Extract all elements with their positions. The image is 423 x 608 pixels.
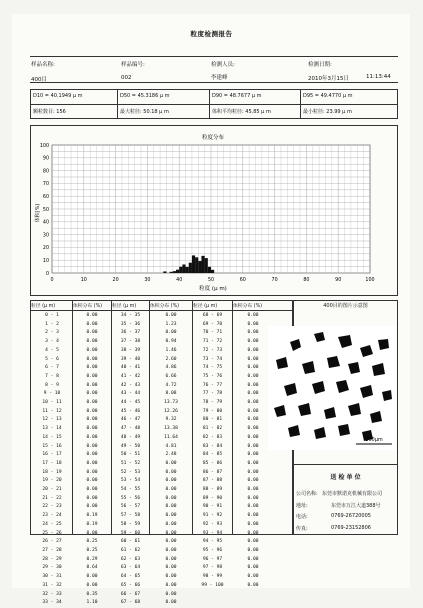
table-cell: 0.00 bbox=[247, 356, 259, 362]
table-cell: 5 - 6 bbox=[45, 356, 59, 362]
table-cell: 62 - 63 bbox=[120, 556, 141, 562]
table-cell: 52 - 53 bbox=[120, 469, 141, 475]
header-volume-1: 体积分布 (%) bbox=[73, 304, 103, 309]
table-cell: 0.00 bbox=[86, 330, 98, 336]
histogram-bar bbox=[201, 256, 204, 273]
table-cell: 0.00 bbox=[86, 426, 98, 432]
size-column-2 bbox=[112, 312, 149, 608]
table-cell: 0.00 bbox=[247, 582, 259, 588]
table-cell: 68 - 69 bbox=[202, 313, 223, 318]
stat-max: 最大粒径: 50.18 μ m bbox=[120, 109, 169, 115]
table-cell: 95 - 96 bbox=[202, 547, 223, 553]
table-cell: 38 - 39 bbox=[120, 347, 141, 353]
x-tick-label: 60 bbox=[239, 278, 246, 283]
table-cell: 0.00 bbox=[247, 382, 259, 388]
histogram-bar bbox=[198, 261, 201, 273]
table-cell: 2.60 bbox=[165, 356, 177, 362]
table-cell: 87 - 88 bbox=[202, 478, 223, 484]
particle-size-chart bbox=[30, 125, 398, 296]
table-cell: 0.00 bbox=[247, 530, 259, 536]
table-cell: 21 - 22 bbox=[42, 495, 62, 501]
table-cell: 0.00 bbox=[247, 556, 259, 562]
table-cell: 34 - 35 bbox=[120, 313, 141, 318]
stat-mean: 体积平均粒径: 45.85 μ m bbox=[212, 109, 271, 115]
table-cell: 0.00 bbox=[165, 565, 177, 571]
y-tick-labels bbox=[40, 143, 49, 277]
table-cell: 0.00 bbox=[165, 330, 177, 336]
time-value: 11:13:44 bbox=[366, 74, 391, 80]
table-cell: 47 - 48 bbox=[120, 426, 141, 432]
y-tick-label: 80 bbox=[42, 169, 49, 175]
header-volume-2: 体积分布 (%) bbox=[150, 304, 180, 309]
table-cell: 26 - 27 bbox=[42, 539, 62, 545]
x-tick-labels bbox=[50, 277, 374, 283]
table-cell: 0.00 bbox=[86, 434, 98, 440]
table-cell: 24 - 25 bbox=[42, 521, 62, 527]
table-cell: 0.00 bbox=[86, 391, 98, 397]
table-cell: 44 - 45 bbox=[120, 400, 141, 406]
table-cell: 0.00 bbox=[86, 443, 98, 449]
table-cell: 7 - 8 bbox=[45, 373, 59, 379]
table-cell: 23 - 24 bbox=[42, 513, 62, 519]
table-cell: 20 - 21 bbox=[42, 487, 62, 493]
image-panel-title: 400目的图片示意图 bbox=[323, 303, 368, 309]
table-cell: 37 - 38 bbox=[120, 339, 141, 345]
company-name-label: 公司名称: bbox=[296, 491, 318, 497]
table-cell: 60 - 61 bbox=[120, 539, 141, 545]
histogram-bar bbox=[195, 257, 198, 273]
stat-d90: D90 = 48.7677 μ m bbox=[212, 93, 262, 99]
table-cell: 0.00 bbox=[86, 408, 98, 414]
histogram-bar bbox=[208, 267, 211, 273]
table-cell: 0.00 bbox=[86, 400, 98, 406]
table-cell: 84 - 85 bbox=[202, 452, 223, 458]
table-cell: 2 - 3 bbox=[45, 330, 59, 336]
table-cell: 0.00 bbox=[165, 504, 177, 510]
phone-value: 0769-26720005 bbox=[331, 513, 371, 519]
y-tick-label: 40 bbox=[42, 220, 49, 226]
table-cell: 67 - 68 bbox=[120, 600, 141, 606]
table-cell: 0.00 bbox=[86, 313, 98, 318]
table-cell: 90 - 91 bbox=[202, 504, 223, 510]
table-cell: 61 - 62 bbox=[120, 547, 141, 553]
table-cell: 0.00 bbox=[247, 504, 259, 510]
divider bbox=[30, 56, 398, 57]
table-cell: 31 - 32 bbox=[42, 582, 62, 588]
table-cell: 13.73 bbox=[164, 400, 178, 406]
table-cell: 0.00 bbox=[165, 539, 177, 545]
table-cell: 0.00 bbox=[86, 460, 98, 466]
table-cell: 0.00 bbox=[86, 365, 98, 371]
table-cell: 65 - 66 bbox=[120, 582, 141, 588]
scale-label: 100μm bbox=[365, 437, 383, 443]
x-tick-label: 70 bbox=[271, 278, 278, 283]
table-cell: 13.38 bbox=[164, 426, 178, 432]
y-tick-label: 20 bbox=[42, 246, 49, 252]
table-cell: 98 - 99 bbox=[202, 574, 223, 580]
volume-column-2 bbox=[150, 312, 192, 608]
table-cell: 0.00 bbox=[86, 382, 98, 388]
table-cell: 75 - 76 bbox=[202, 373, 223, 379]
table-cell: 0.00 bbox=[86, 574, 98, 580]
x-tick-label: 40 bbox=[176, 278, 183, 283]
histogram-bar bbox=[186, 267, 189, 273]
table-cell: 32 - 33 bbox=[42, 591, 62, 597]
table-cell: 0.00 bbox=[86, 469, 98, 475]
company-name: 东莞市默诺克机械有限公司 bbox=[322, 491, 383, 497]
table-cell: 8.08 bbox=[165, 391, 177, 397]
volume-column-1 bbox=[73, 312, 111, 608]
table-cell: 0.00 bbox=[165, 574, 177, 580]
table-cell: 0.00 bbox=[247, 313, 259, 318]
table-cell: 22 - 23 bbox=[42, 504, 62, 510]
x-tick-label: 0 bbox=[50, 278, 54, 283]
table-cell: 19 - 20 bbox=[42, 478, 62, 484]
table-cell: 0.00 bbox=[165, 460, 177, 466]
sample-name-value: 400目 bbox=[31, 77, 47, 83]
table-cell: 0.00 bbox=[247, 391, 259, 397]
table-cell: 0.00 bbox=[247, 513, 259, 519]
table-cell: 0.00 bbox=[247, 487, 259, 493]
x-tick-label: 80 bbox=[303, 278, 310, 283]
table-cell: 4 - 5 bbox=[45, 347, 59, 353]
x-tick-label: 100 bbox=[365, 278, 375, 283]
company-section-title: 送 检 单 位 bbox=[330, 474, 361, 481]
table-cell: 0.00 bbox=[86, 339, 98, 345]
table-cell: 66 - 67 bbox=[120, 591, 141, 597]
table-cell: 0.00 bbox=[86, 504, 98, 510]
histogram-bar bbox=[182, 264, 185, 273]
date-label: 检测日期: bbox=[308, 62, 332, 68]
histogram-bar bbox=[179, 267, 182, 273]
table-cell: 6.66 bbox=[165, 373, 177, 379]
table-cell: 9.32 bbox=[165, 417, 177, 423]
table-cell: 27 - 28 bbox=[42, 547, 62, 553]
chart-grid bbox=[52, 145, 370, 273]
stat-d10: D10 = 40.1949 μ m bbox=[33, 93, 83, 99]
table-header-divider bbox=[30, 310, 293, 311]
histogram-bar bbox=[189, 263, 192, 273]
table-cell: 0.00 bbox=[165, 556, 177, 562]
table-cell: 0.00 bbox=[165, 513, 177, 519]
table-cell: 57 - 58 bbox=[120, 513, 141, 519]
table-cell: 0 - 1 bbox=[45, 313, 59, 318]
table-cell: 42 - 43 bbox=[120, 382, 141, 388]
table-cell: 16 - 17 bbox=[42, 452, 62, 458]
table-cell: 17 - 18 bbox=[42, 460, 62, 466]
fax-label: 传真: bbox=[296, 526, 308, 532]
table-cell: 77 - 78 bbox=[202, 391, 223, 397]
table-cell: 0.19 bbox=[86, 521, 98, 527]
table-cell: 0.00 bbox=[86, 321, 98, 327]
x-tick-label: 20 bbox=[112, 278, 119, 283]
table-cell: 92 - 93 bbox=[202, 521, 223, 527]
table-cell: 9 - 10 bbox=[43, 391, 61, 397]
table-cell: 93 - 94 bbox=[202, 530, 223, 536]
table-cell: 48 - 49 bbox=[120, 434, 141, 440]
table-cell: 28 - 29 bbox=[42, 556, 62, 562]
table-cell: 0.00 bbox=[86, 530, 98, 536]
table-cell: 4.86 bbox=[165, 365, 177, 371]
table-cell: 0.00 bbox=[247, 373, 259, 379]
y-tick-label: 100 bbox=[39, 143, 49, 149]
histogram-bar bbox=[176, 270, 179, 273]
table-cell: 0.00 bbox=[165, 487, 177, 493]
histogram-bar bbox=[170, 272, 173, 273]
table-cell: 0.00 bbox=[247, 426, 259, 432]
table-cell: 64 - 65 bbox=[120, 574, 141, 580]
histogram-bar bbox=[211, 270, 214, 273]
table-cell: 94 - 95 bbox=[202, 539, 223, 545]
table-cell: 0.00 bbox=[86, 356, 98, 362]
stats-row-divider bbox=[30, 104, 398, 105]
histogram-bar bbox=[192, 255, 195, 273]
table-cell: 40 - 41 bbox=[120, 365, 141, 371]
x-tick-label: 30 bbox=[144, 278, 151, 283]
table-cell: 82 - 83 bbox=[202, 434, 223, 440]
x-tick-label: 90 bbox=[335, 278, 342, 283]
histogram-bar bbox=[173, 271, 176, 273]
table-cell: 0.00 bbox=[165, 600, 177, 606]
table-cell: 0.00 bbox=[165, 469, 177, 475]
table-cell: 8 - 9 bbox=[45, 382, 59, 388]
table-cell: 0.00 bbox=[86, 417, 98, 423]
table-cell: 0.00 bbox=[247, 565, 259, 571]
header-size-2: 粒径 (μ m) bbox=[112, 304, 137, 309]
table-cell: 0.00 bbox=[86, 582, 98, 588]
table-cell: 73 - 74 bbox=[202, 356, 223, 362]
table-cell: 0.00 bbox=[165, 530, 177, 536]
y-tick-label: 30 bbox=[42, 233, 49, 239]
table-cell: 11.64 bbox=[164, 434, 178, 440]
table-cell: 0.00 bbox=[247, 478, 259, 484]
table-cell: 79 - 80 bbox=[202, 408, 223, 414]
table-cell: 0.00 bbox=[247, 547, 259, 553]
table-cell: 6 - 7 bbox=[45, 365, 59, 371]
header-volume-3: 体积分布 (%) bbox=[233, 304, 263, 309]
tester-label: 检测人员: bbox=[211, 62, 235, 68]
table-cell: 0.35 bbox=[86, 591, 98, 597]
table-cell: 76 - 77 bbox=[202, 382, 223, 388]
table-cell: 0.25 bbox=[86, 539, 98, 545]
y-tick-label: 0 bbox=[45, 271, 49, 277]
stat-d50: D50 = 45.3186 μ m bbox=[120, 93, 170, 99]
table-cell: 80 - 81 bbox=[202, 417, 223, 423]
table-cell: 69 - 70 bbox=[202, 321, 223, 327]
table-cell: 30 - 31 bbox=[42, 574, 62, 580]
table-cell: 15 - 16 bbox=[42, 443, 62, 449]
table-cell: 0.00 bbox=[247, 469, 259, 475]
table-cell: 0.00 bbox=[86, 373, 98, 379]
size-column-1 bbox=[33, 312, 71, 608]
table-cell: 78 - 79 bbox=[202, 400, 223, 406]
table-cell: 2.48 bbox=[165, 452, 177, 458]
table-cell: 43 - 44 bbox=[120, 391, 141, 397]
stat-d95: D95 = 49.4770 μ m bbox=[303, 93, 353, 99]
table-cell: 1.10 bbox=[86, 600, 98, 606]
y-tick-label: 60 bbox=[42, 195, 49, 200]
table-cell: 0.00 bbox=[247, 400, 259, 406]
table-cell: 0.00 bbox=[165, 547, 177, 553]
table-cell: 0.00 bbox=[247, 452, 259, 458]
table-cell: 63 - 64 bbox=[120, 565, 141, 571]
table-cell: 29 - 30 bbox=[42, 565, 62, 571]
stat-count: 颗粒数目: 156 bbox=[33, 109, 66, 115]
table-cell: 91 - 92 bbox=[202, 513, 223, 519]
table-cell: 83 - 84 bbox=[202, 443, 223, 449]
sample-no-label: 样品编号: bbox=[121, 62, 145, 68]
table-cell: 18 - 19 bbox=[42, 469, 62, 475]
table-cell: 0.00 bbox=[247, 434, 259, 440]
stats-col-divider bbox=[300, 89, 301, 119]
table-cell: 0.00 bbox=[86, 452, 98, 458]
table-cell: 71 - 72 bbox=[202, 339, 223, 345]
y-tick-label: 50 bbox=[42, 207, 49, 213]
table-cell: 33 - 34 bbox=[42, 600, 62, 606]
table-cell: 0.00 bbox=[247, 574, 259, 580]
table-cell: 51 - 52 bbox=[120, 460, 141, 466]
divider bbox=[30, 82, 398, 83]
sample-name-label: 样品名称: bbox=[31, 62, 55, 68]
table-cell: 0.00 bbox=[247, 321, 259, 327]
table-cell: 1.23 bbox=[165, 321, 177, 327]
report-title: 粒度检测报告 bbox=[190, 30, 233, 38]
table-cell: 0.00 bbox=[86, 487, 98, 493]
header-size-3: 粒径 (μ m) bbox=[193, 304, 218, 309]
stats-col-divider bbox=[117, 89, 118, 119]
header-size-1: 粒径 (μ m) bbox=[31, 304, 56, 309]
table-cell: 0.00 bbox=[247, 539, 259, 545]
table-cell: 0.94 bbox=[165, 339, 177, 345]
chart-title: 粒度分布 bbox=[201, 135, 225, 141]
table-cell: 0.00 bbox=[247, 443, 259, 449]
table-cell: 53 - 54 bbox=[120, 478, 141, 484]
table-cell: 86 - 87 bbox=[202, 469, 223, 475]
table-cell: 72 - 73 bbox=[202, 347, 223, 353]
table-cell: 54 - 55 bbox=[120, 487, 141, 493]
phone-label: 电话: bbox=[296, 514, 308, 520]
table-cell: 0.00 bbox=[247, 521, 259, 527]
table-cell: 35 - 36 bbox=[120, 321, 141, 327]
size-column-3 bbox=[193, 312, 232, 591]
address-label: 地址: bbox=[296, 503, 308, 509]
table-cell: 36 - 37 bbox=[120, 330, 141, 336]
volume-column-3 bbox=[233, 312, 273, 591]
table-cell: 74 - 75 bbox=[202, 365, 223, 371]
histogram-bar bbox=[163, 271, 166, 273]
y-tick-label: 70 bbox=[42, 182, 49, 188]
x-tick-label: 50 bbox=[207, 278, 215, 283]
table-cell: 99 - 100 bbox=[201, 582, 224, 588]
table-cell: 0.00 bbox=[86, 495, 98, 501]
table-cell: 0.00 bbox=[247, 347, 259, 353]
sample-no-value: 002 bbox=[121, 75, 132, 81]
table-cell: 0.00 bbox=[247, 339, 259, 345]
tester-value: 李建峰 bbox=[211, 75, 228, 81]
particle-micrograph bbox=[268, 326, 396, 450]
table-cell: 0.00 bbox=[247, 408, 259, 414]
table-cell: 25 - 26 bbox=[42, 530, 62, 536]
date-value: 2010年3月15日 bbox=[308, 76, 349, 82]
table-cell: 0.19 bbox=[86, 513, 98, 519]
table-cell: 46 - 47 bbox=[120, 417, 141, 423]
address-value: 东莞市万江大道388号 bbox=[331, 503, 381, 509]
fax-value: 0769-23152806 bbox=[331, 525, 371, 531]
table-cell: 56 - 57 bbox=[120, 504, 141, 510]
table-cell: 0.00 bbox=[247, 495, 259, 501]
table-cell: 0.00 bbox=[165, 478, 177, 484]
company-divider bbox=[293, 464, 398, 465]
table-cell: 0.00 bbox=[86, 347, 98, 353]
table-cell: 0.00 bbox=[165, 582, 177, 588]
table-cell: 12.26 bbox=[164, 408, 178, 414]
table-cell: 1.46 bbox=[165, 347, 177, 353]
table-cell: 14 - 15 bbox=[42, 434, 62, 440]
table-cell: 50 - 51 bbox=[120, 452, 141, 458]
table-cell: 0.00 bbox=[247, 460, 259, 466]
table-cell: 58 - 59 bbox=[120, 521, 141, 527]
table-cell: 81 - 82 bbox=[202, 426, 223, 432]
table-cell: 0.25 bbox=[86, 547, 98, 553]
table-cell: 39 - 40 bbox=[120, 356, 141, 362]
table-cell: 0.00 bbox=[165, 521, 177, 527]
table-cell: 10 - 11 bbox=[42, 400, 62, 406]
table-cell: 97 - 98 bbox=[202, 565, 223, 571]
histogram-bar bbox=[205, 258, 208, 273]
table-cell: 59 - 60 bbox=[120, 530, 141, 536]
table-cell: 0.00 bbox=[247, 417, 259, 423]
y-tick-label: 10 bbox=[42, 259, 49, 264]
table-cell: 13 - 14 bbox=[42, 426, 62, 432]
table-cell: 3 - 4 bbox=[45, 339, 59, 345]
table-cell: 55 - 56 bbox=[120, 495, 141, 501]
table-cell: 45 - 46 bbox=[120, 408, 141, 414]
x-tick-label: 10 bbox=[80, 278, 87, 283]
table-cell: 1 - 2 bbox=[45, 321, 59, 327]
table-cell: 12 - 13 bbox=[42, 417, 62, 423]
table-cell: 85 - 86 bbox=[202, 460, 223, 466]
table-cell: 49 - 50 bbox=[120, 443, 141, 449]
stat-min: 最小粒径: 23.99 μ m bbox=[303, 109, 352, 115]
table-cell: 88 - 89 bbox=[202, 487, 223, 493]
x-axis-label: 粒度 (μ m) bbox=[199, 286, 227, 292]
table-cell: 11 - 12 bbox=[42, 408, 62, 414]
y-axis-label: 体积(%) bbox=[35, 203, 41, 223]
stats-col-divider bbox=[209, 89, 210, 119]
table-cell: 0.00 bbox=[165, 313, 177, 318]
table-cell: 4.72 bbox=[165, 382, 177, 388]
table-cell: 41 - 42 bbox=[120, 373, 141, 379]
table-cell: 0.00 bbox=[165, 591, 177, 597]
table-cell: 0.29 bbox=[86, 556, 98, 562]
table-cell: 0.00 bbox=[247, 365, 259, 371]
table-cell: 4.81 bbox=[165, 443, 177, 449]
table-cell: 0.00 bbox=[86, 478, 98, 484]
table-cell: 0.00 bbox=[165, 495, 177, 501]
table-cell: 0.00 bbox=[247, 330, 259, 336]
table-cell: 96 - 97 bbox=[202, 556, 223, 562]
table-cell: 89 - 90 bbox=[202, 495, 223, 501]
y-tick-label: 90 bbox=[42, 156, 49, 162]
table-cell: 0.64 bbox=[86, 565, 98, 571]
table-cell: 70 - 71 bbox=[202, 330, 223, 336]
